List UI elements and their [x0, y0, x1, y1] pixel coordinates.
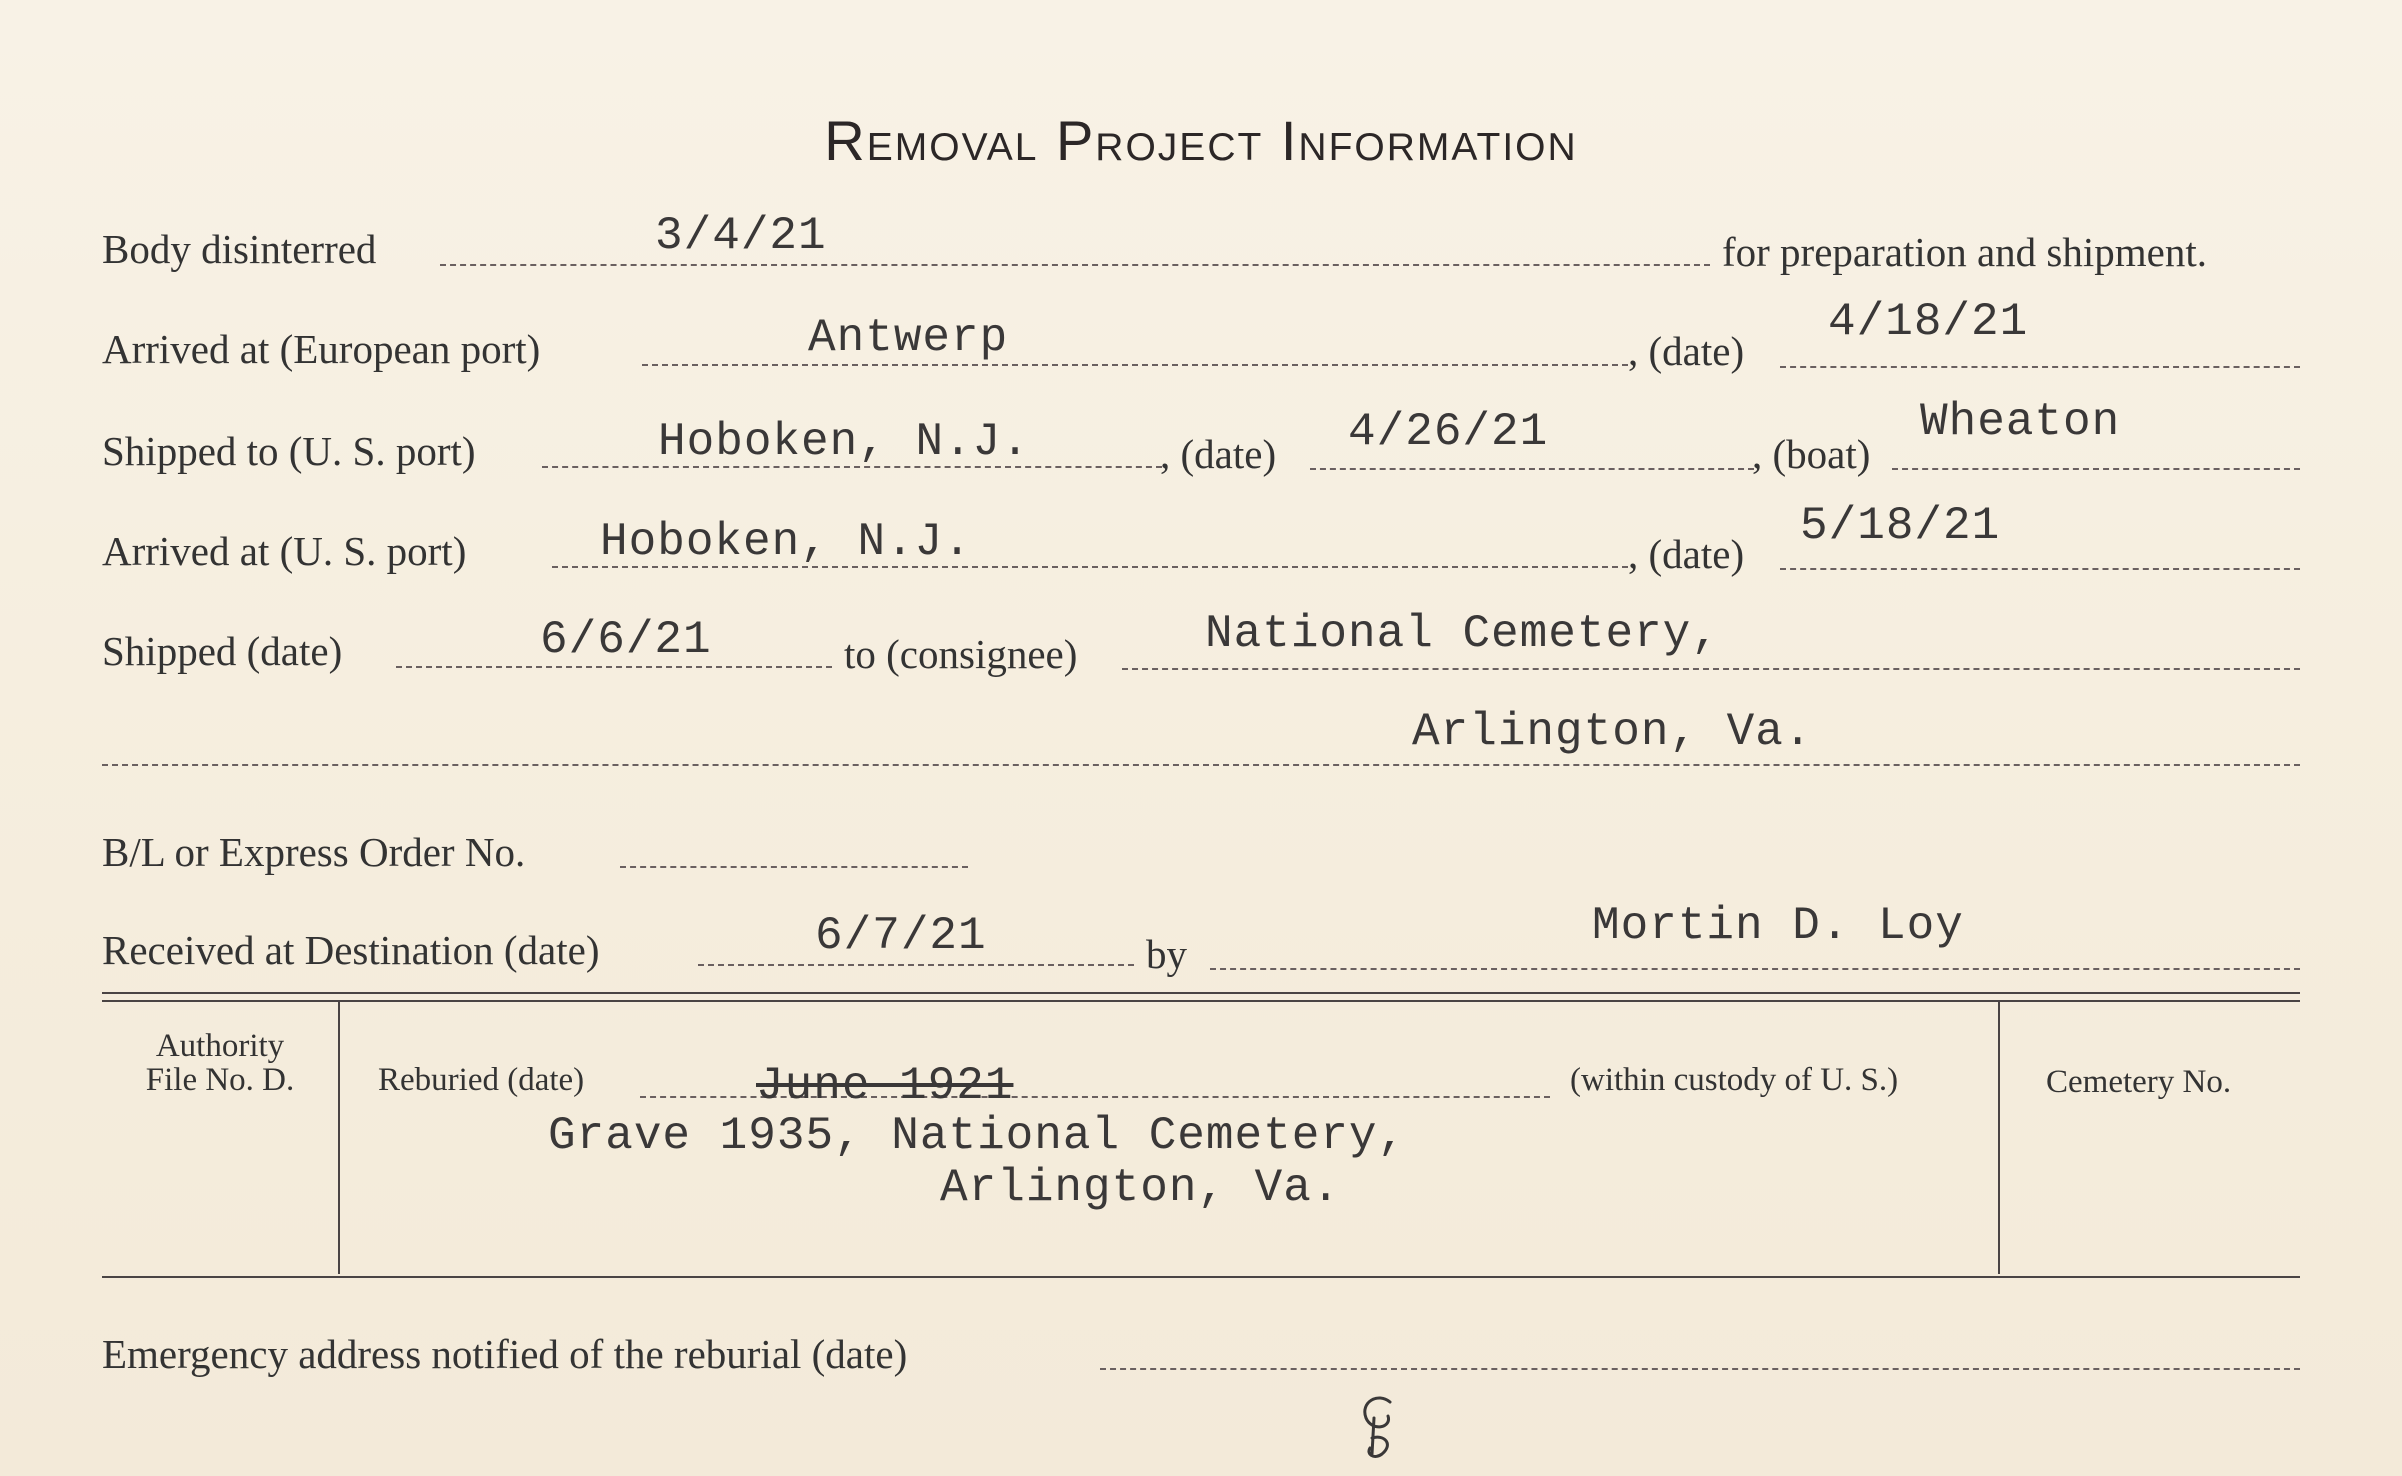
shipped-date: 6/6/21	[540, 614, 712, 666]
file-no-label: File No. D.	[145, 1062, 295, 1098]
consignee-line1: National Cemetery,	[1205, 608, 1720, 660]
custody-label: (within custody of U. S.)	[1570, 1062, 1899, 1098]
table-divider-left	[338, 1002, 340, 1274]
reburied-grave-line1: Grave 1935, National Cemetery,	[548, 1110, 1407, 1162]
shipped-date-label: Shipped (date)	[102, 628, 343, 674]
reburied-label: Reburied (date)	[378, 1062, 585, 1098]
received-date: 6/7/21	[815, 910, 987, 962]
arrived-european-port: Antwerp	[808, 312, 1009, 364]
bl-order-line	[620, 866, 968, 868]
consignee-continuation-line	[102, 764, 2300, 766]
arrived-european-date-line	[1780, 366, 2300, 368]
table-bottom-rule	[102, 1276, 2300, 1278]
shipped-us-label: Shipped to (U. S. port)	[102, 428, 476, 474]
shipped-us-date-line	[1310, 468, 1754, 470]
arrived-european-line	[642, 364, 1628, 366]
arrived-us-date-line	[1780, 568, 2300, 570]
consignee-line	[1122, 668, 2300, 670]
consignee-line2: Arlington, Va.	[1412, 706, 1813, 758]
reburied-grave-line2: Arlington, Va.	[940, 1162, 1341, 1214]
body-disinterred-label: Body disinterred	[102, 226, 377, 272]
arrived-us-date-label: , (date)	[1628, 531, 1745, 577]
received-by: Mortin D. Loy	[1592, 900, 1964, 952]
shipped-us-boat-line	[1892, 468, 2300, 470]
emergency-label: Emergency address notified of the reburial (date)	[102, 1331, 908, 1377]
consignee-label: to (consignee)	[844, 631, 1078, 677]
body-disinterred-line	[440, 264, 1710, 266]
table-divider-right	[1998, 1002, 2000, 1274]
arrived-us-date: 5/18/21	[1800, 500, 2001, 552]
emergency-line	[1100, 1368, 2300, 1370]
handwritten-initial-mark	[1352, 1388, 1412, 1464]
reburied-date: June 1921	[756, 1060, 1014, 1112]
arrived-us-label: Arrived at (U. S. port)	[102, 528, 467, 574]
shipped-us-date-label: , (date)	[1160, 431, 1277, 477]
cemetery-no-label: Cemetery No.	[2046, 1064, 2232, 1100]
shipped-us-date: 4/26/21	[1348, 406, 1549, 458]
table-top-rule-double	[102, 1000, 2300, 1002]
authority-label: Authority	[155, 1028, 285, 1064]
received-by-label: by	[1146, 931, 1187, 977]
received-date-line	[698, 964, 1134, 966]
arrived-european-date-label: , (date)	[1628, 328, 1745, 374]
table-top-rule	[102, 992, 2300, 994]
arrived-european-label: Arrived at (European port)	[102, 326, 541, 372]
shipped-us-port: Hoboken, N.J.	[658, 416, 1030, 468]
received-by-line	[1210, 968, 2300, 970]
arrived-us-port: Hoboken, N.J.	[600, 516, 972, 568]
arrived-european-date: 4/18/21	[1828, 296, 2029, 348]
received-date-label: Received at Destination (date)	[102, 927, 600, 973]
shipped-us-boat: Wheaton	[1920, 396, 2121, 448]
bl-order-label: B/L or Express Order No.	[102, 829, 526, 875]
card-title: Removal Project Information	[824, 109, 1578, 172]
body-disinterred-value: 3/4/21	[655, 210, 827, 262]
body-disinterred-suffix: for preparation and shipment.	[1722, 229, 2208, 275]
shipped-us-boat-label: , (boat)	[1752, 431, 1871, 477]
shipped-date-line	[396, 666, 832, 668]
